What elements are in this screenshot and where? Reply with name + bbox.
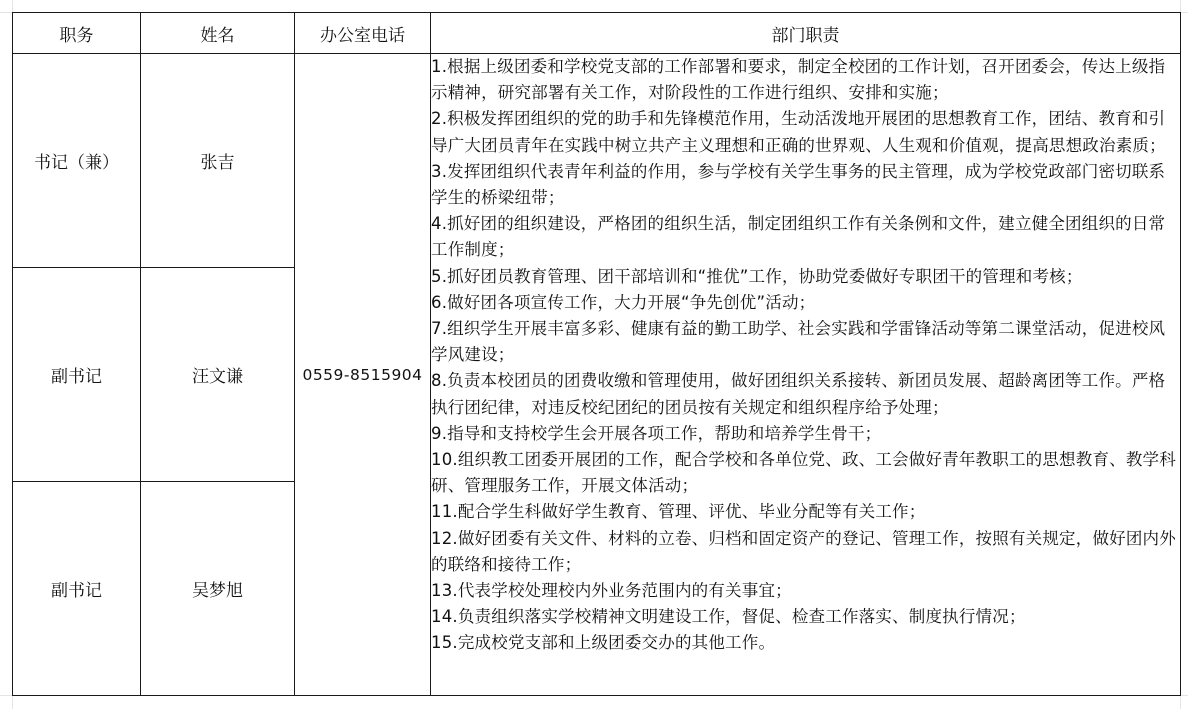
header-row — [13, 13, 1181, 54]
name-cell[interactable]: 汪文谦 — [141, 268, 295, 482]
name-cell[interactable]: 张吉 — [141, 54, 295, 268]
duty-item: 11.配合学生科做好学生教育、管理、评优、毕业分配等有关工作； — [431, 502, 926, 522]
duty-item: 2.积极发挥团组织的党的助手和先锋模范作用，生动活泼地开展团的思想教育工作，团结、教育和引导广大团员青年在实践中树立共产主义理想和正确的世界观、人生观和价值观，提高思想政治素质； — [431, 109, 1166, 155]
duty-item: 15.完成校党支部和上级团委交办的其他工作。 — [431, 633, 776, 653]
duty-item: 9.指导和支持校学生会开展各项工作，帮助和培养学生骨干； — [431, 423, 882, 443]
duty-item: 13.代表学校处理校内外业务范围内的有关事宜； — [431, 581, 792, 601]
header-position[interactable]: 职务 — [13, 13, 141, 54]
duty-item: 12.做好团委有关文件、材料的立卷、归档和固定资产的登记、管理工作，按照有关规定，做好团内外的联络和接待工作； — [431, 528, 1176, 574]
header-phone[interactable]: 办公室电话 — [295, 13, 431, 54]
name-cell[interactable]: 吴梦旭 — [141, 482, 295, 696]
duty-item: 3.发挥团组织代表青年利益的作用，参与学校有关学生事务的民主管理，成为学校党政部门密切联系学生的桥梁纽带； — [431, 161, 1166, 208]
duty-item: 4.抓好团的组织建设，严格团的组织生活，制定团组织工作有关条例和文件，建立健全团组织的日常工作制度； — [431, 214, 1166, 260]
duty-item: 6.做好团各项宣传工作，大力开展“争先创优”活动； — [431, 292, 816, 312]
duty-item: 5.抓好团员教育管理、团干部培训和“推优”工作，协助党委做好专职团干的管理和考核； — [431, 266, 1083, 286]
header-name[interactable]: 姓名 — [141, 13, 295, 54]
header-duties[interactable]: 部门职责 — [431, 13, 1181, 54]
duty-list — [431, 54, 1180, 657]
duty-item: 7.组织学生开展丰富多彩、健康有益的勤工助学、社会实践和学雷锋活动等第二课堂活动，促进校风学风建设； — [431, 319, 1166, 365]
duties-cell[interactable] — [431, 54, 1181, 696]
duty-item: 10.组织教工团委开展团的工作，配合学校和各单位党、政、工会做好青年教职工的思想教育、教学科研、管理服务工作，开展文体活动； — [431, 450, 1176, 496]
position-cell[interactable]: 副书记 — [13, 482, 141, 696]
position-cell[interactable]: 副书记 — [13, 268, 141, 482]
phone-cell[interactable]: 0559-8515904 — [295, 54, 431, 696]
duty-item: 1.根据上级团委和学校党支部的工作部署和要求，制定全校团的工作计划，召开团委会，传达上级指示精神，研究部署有关工作，对阶段性的工作进行组织、安排和实施； — [431, 57, 1166, 103]
duty-item: 8.负责本校团员的团费收缴和管理使用，做好团组织关系接转、新团员发展、超龄离团等工作。严格执行团纪律，对违反校纪团纪的团员按有关规定和组织程序给予处理； — [431, 371, 1166, 417]
duties-table — [12, 12, 1181, 696]
table-row — [13, 54, 1181, 268]
position-cell[interactable]: 书记（兼） — [13, 54, 141, 268]
duty-item: 14.负责组织落实学校精神文明建设工作，督促、检查工作落实、制度执行情况； — [431, 607, 1026, 627]
